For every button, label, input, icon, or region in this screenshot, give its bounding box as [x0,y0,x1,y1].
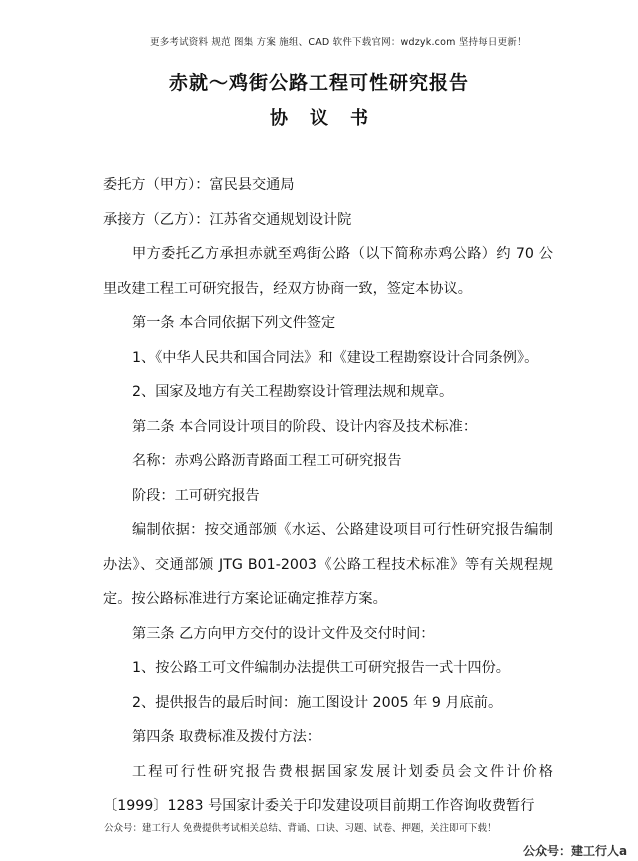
article-1-heading: 第一条 本合同依据下列文件签定 [132,315,336,331]
article-2-stage: 阶段：工可研究报告 [132,487,260,504]
header-banner: 更多考试资料 规范 图集 方案 施组、CAD 软件下载官网：wdzyk.com 坚持每日更新！ [150,37,527,48]
article-3-item-1: 1、按公路工可文件编制办法提供工可研究报告一式十四份。 [132,660,510,676]
paragraph-intro: 甲方委托乙方承担赤就至鸡街公路（以下简称赤鸡公路）约 70 公里改建工程工可研究报告，经双方协商一致，签定本协议。 [103,246,553,297]
paragraph-client: 委托方（甲方）：富民县交通局 [103,177,295,193]
article-4-heading: 第四条 取费标准及拨付方法： [132,729,321,745]
watermark: 公众号：建工行人a [523,844,628,858]
article-1-item-2: 2、国家及地方有关工程勘察设计管理法规和规章。 [132,384,454,400]
document-body [103,168,553,824]
article-3-item-2: 2、提供报告的最后时间：施工图设计 2005 年 9 月底前。 [132,694,503,711]
footer-note: 公众号：建工行人 免费提供考试相关总结、背诵、口诀、习题、试卷、押题，关注即可下载！ [104,823,497,834]
article-4-text: 工程可行性研究报告费根据国家发展计划委员会文件计价格〔1999〕1283 号国家计委关于印发建设项目前期工作咨询收费暂行 [103,763,553,814]
article-2-basis: 编制依据：按交通部颁《水运、公路建设项目可行性研究报告编制办法》、交通部颁 JTG B01-2003《公路工程技术标准》等有关规程规定。按公路标准进行方案论证确定推荐方案。 [103,522,553,607]
document-subtitle: 协议书 [270,108,390,129]
article-3-heading: 第三条 乙方向甲方交付的设计文件及交付时间： [132,625,435,642]
article-2-name: 名称：赤鸡公路沥青路面工程工可研究报告 [132,453,402,469]
article-1-item-1: 1、《中华人民共和国合同法》和《建设工程勘察设计合同条例》。 [132,349,539,366]
document-title: 赤就～鸡街公路工程可性研究报告 [168,72,469,94]
paragraph-contractor: 承接方（乙方）：江苏省交通规划设计院 [103,211,352,228]
article-2-heading: 第二条 本合同设计项目的阶段、设计内容及技术标准： [132,418,478,435]
